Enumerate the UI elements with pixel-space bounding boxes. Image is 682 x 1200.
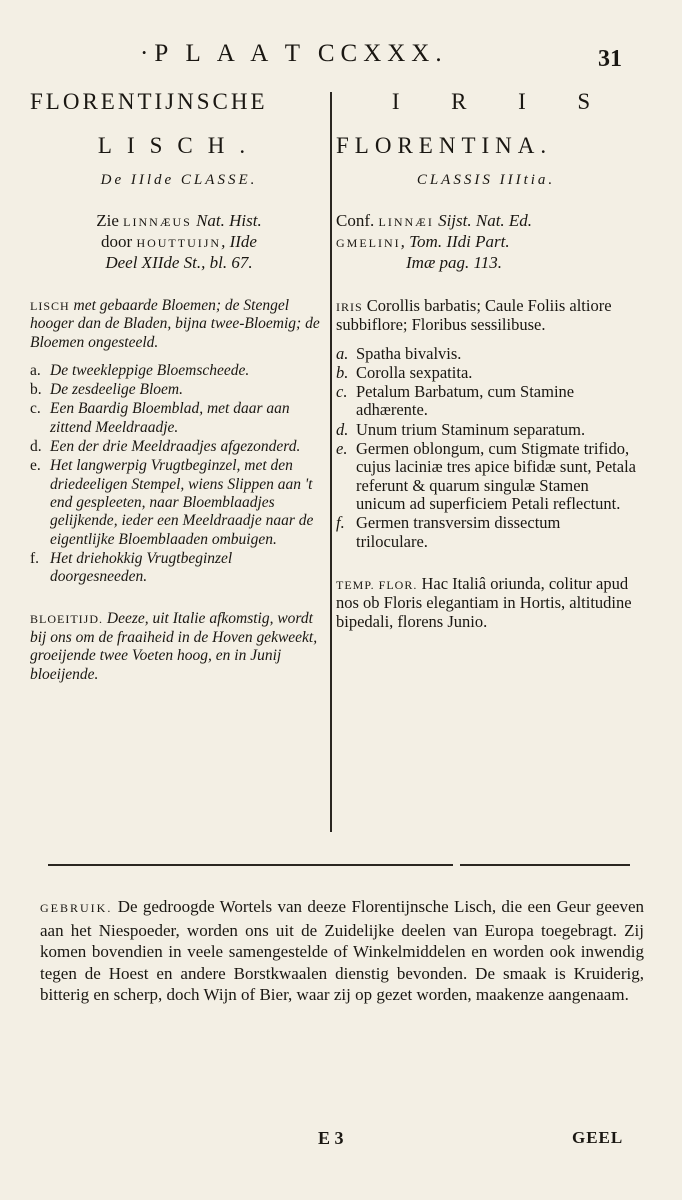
latin-reference — [336, 211, 636, 273]
list-item — [30, 438, 328, 456]
usage-paragraph — [40, 896, 644, 1006]
item-mark: c. — [336, 382, 348, 402]
item-mark: e. — [30, 457, 41, 475]
title-letter: I — [518, 89, 526, 114]
page-number: 31 — [598, 46, 622, 72]
item-mark: c. — [30, 400, 41, 418]
item-text: Het langwerpig Vrugtbeginzel, met den driedeeligen Stempel, wiens Slippen aan 't end gespleeten, naar Bloemblaadjes gelijkende, ieder een Meeldraadje naar de eigentlijke Bloemblaaden ombuigen. — [50, 457, 314, 548]
list-item — [336, 421, 636, 439]
item-text: De zesdeelige Bloem. — [50, 381, 183, 399]
item-text: Spatha bivalvis. — [356, 343, 462, 363]
ref-translator: HOUTTUIJN — [136, 236, 222, 250]
latin-title-line-1 — [336, 86, 636, 118]
latin-flowering — [336, 575, 636, 632]
flowering-label: TEMP. FLOR. — [336, 577, 418, 592]
flowering-text: Hac Italiâ oriunda, colitur apud nos ob Floris elegantiam in Hortis, altitudine bipedali, florens Junio. — [336, 573, 632, 631]
usage-label: GEBRUIK. — [40, 901, 113, 915]
item-mark: d. — [336, 419, 349, 439]
item-text: Unum trium Staminum separatum. — [356, 419, 586, 439]
dutch-description — [30, 297, 328, 352]
item-mark: d. — [30, 438, 42, 456]
catchword: GEEL — [572, 1128, 624, 1147]
title-letter: R — [451, 89, 467, 114]
item-text: De tweekleppige Bloemscheede. — [50, 361, 250, 379]
ref-text: Conf. — [336, 211, 379, 230]
item-mark: a. — [30, 361, 41, 379]
latin-class: CLASSIS IIItia. — [416, 172, 556, 188]
item-text: Een der drie Meeldraadjes afgezonderd. — [50, 438, 301, 456]
ref-work: Nat. Hist. — [191, 211, 262, 230]
list-item — [336, 383, 636, 420]
flowering-text: Deeze, uit Italie afkomstig, wordt bij ons om de fraaiheid in de Hoven gekweekt, groeijende twee Voeten hoog, en in Junij bloeijende. — [30, 610, 318, 683]
dutch-class: De IIlde CLASSE. — [100, 172, 258, 188]
item-text: Germen transversim dissectum triloculare. — [356, 513, 561, 551]
list-item — [336, 364, 636, 382]
signature-mark: E 3 — [318, 1128, 344, 1148]
ref-author: LINNÆUS — [123, 215, 192, 229]
item-text: Petalum Barbatum, cum Stamine adhærente. — [356, 382, 575, 420]
latin-column — [336, 86, 636, 631]
list-item — [30, 400, 328, 437]
column-divider — [330, 92, 332, 832]
item-text: Germen oblongum, cum Stigmate trifido, cujus laciniæ tres apice bifidæ sunt, Petala referunt & quarum singulæ Stamen unicum ad superficiem Petali reflectunt. — [356, 439, 636, 513]
ref-volume: Deel XIIde St., bl. 67. — [105, 253, 253, 272]
ref-part: , IIde — [221, 232, 257, 251]
item-mark: e. — [336, 439, 348, 459]
description-text: met gebaarde Bloemen; de Stengel hooger dan de Bladen, bijna twee-Bloemig; de Bloemen ongesteeld. — [30, 297, 320, 351]
item-text: Corolla sexpatita. — [356, 362, 473, 382]
description-text: Corollis barbatis; Caule Foliis altiore subbiflore; Floribus sessilibuse. — [336, 296, 612, 335]
item-mark: b. — [30, 381, 42, 399]
dutch-flowering — [30, 610, 328, 684]
horizontal-rule — [460, 864, 630, 866]
list-item — [30, 362, 328, 380]
ref-work: Sijst. Nat. Ed. — [433, 211, 533, 230]
title-letter: S — [577, 89, 591, 114]
ref-part: , Tom. IIdi Part. — [400, 232, 510, 251]
list-item — [30, 457, 328, 548]
item-mark: f. — [30, 549, 40, 567]
latin-description — [336, 297, 636, 335]
ref-page: Imæ pag. 113. — [406, 253, 503, 272]
horizontal-rule — [48, 864, 453, 866]
list-item — [336, 514, 636, 551]
list-item — [336, 440, 636, 513]
description-label: IRIS — [336, 300, 363, 314]
item-mark: f. — [336, 513, 345, 533]
item-mark: b. — [336, 362, 349, 382]
ref-text: Zie — [96, 211, 124, 230]
title-letter: I — [391, 89, 400, 114]
latin-title-line-2: FLORENTINA. — [336, 133, 553, 158]
dutch-column — [30, 86, 328, 684]
latin-parts-list — [336, 345, 636, 551]
item-text: Een Baardig Bloemblad, met daar aan zittend Meeldraadje. — [50, 400, 290, 436]
usage-text: De gedroogde Wortels van deeze Florentijnsche Lisch, die een Geur geeven aan het Niespoeder, worden ons uit de Zuidelijke deelen van Europa toegebragt. Zij komen bovendien in veele samengestelde of Winkelmiddelen en worden ook inwendig tegen de Hoest en andere Borstkwaalen dienstig bevonden. De smaak is Kruiderig, bitterig en scherp, doch Wijn of Bier, waar zij op gezet worden, maakenze aangenaam. — [40, 897, 644, 1004]
ref-author: LINNÆI — [378, 215, 434, 229]
dutch-parts-list — [30, 362, 328, 587]
ref-editor: GMELINI — [336, 236, 401, 250]
flowering-label: BLOEITIJD. — [30, 612, 103, 627]
description-label: LISCH — [30, 299, 70, 313]
item-text: Het driehokkig Vrugtbeginzel doorgesneeden. — [50, 549, 233, 586]
dutch-title-line-1: FLORENTIJNSCHE — [30, 89, 268, 114]
dutch-title-line-2: LISCH. — [97, 133, 261, 158]
list-item — [30, 381, 328, 399]
plate-header: ·P L A A T CCXXX. — [140, 40, 448, 67]
dutch-reference — [30, 211, 328, 273]
list-item — [30, 550, 328, 587]
item-mark: a. — [336, 343, 349, 363]
ref-text: door — [101, 232, 137, 251]
list-item — [336, 345, 636, 363]
